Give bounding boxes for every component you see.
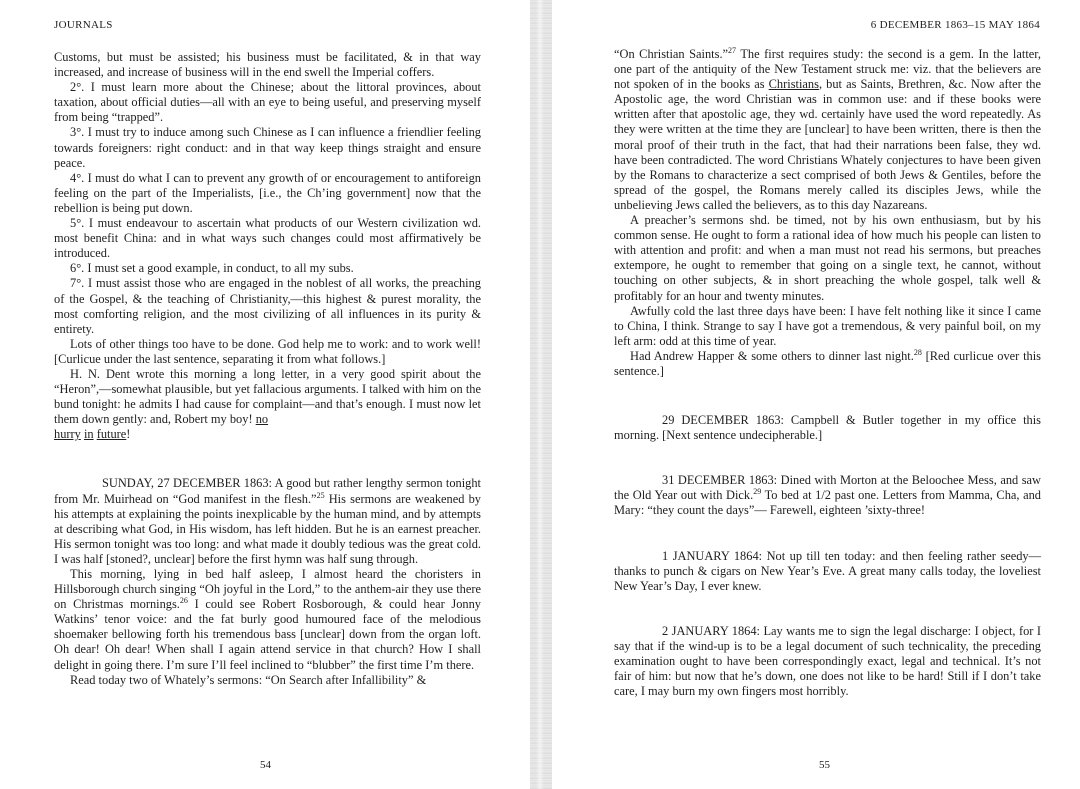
underlined-future: future (96, 427, 127, 442)
entry-separator (614, 443, 1041, 473)
underlined-hurry: hurry (54, 427, 81, 442)
left-page (0, 0, 530, 789)
paragraph-happer (614, 349, 1041, 379)
entry-separator (54, 442, 481, 476)
dec31-rest: To bed at 1/2 past one. Letters from Mamma, Cha, and Mary: “they count the days”— Farewell, eighteen ’sixty-three! (614, 488, 1041, 518)
entry-separator (614, 594, 1041, 624)
paragraph-whately-start: Read today two of Whately’s sermons: “On Search after Infallibility” & (70, 672, 427, 687)
footnote-marker-25: 25 (316, 490, 325, 500)
whately-lead: “On Christian Saints.” (614, 47, 729, 61)
resolution-2: 2°. I must learn more about the Chinese; about the littoral provinces, about taxation, about official duties—all with an eye to being useful, and preserving myself from being “trapped”. (54, 80, 481, 125)
underlined-christians: Christians (768, 77, 819, 92)
underlined-in: in (83, 427, 94, 442)
entry-1-january: 1 JANUARY 1864: Not up till ten today: and then feeling rather seedy—thanks to punch & cigars on New Year’s Eve. A great many calls today, the loveliest New Year’s Day, I ever knew. (614, 548, 1041, 593)
entry-29-december: 29 DECEMBER 1863: Campbell & Butler together in my office this morning. [Next sentence undecipherable.] (614, 413, 1041, 443)
footnote-marker-28: 28 (913, 347, 922, 357)
entry-31-december (614, 473, 1041, 518)
left-page-body (54, 50, 481, 688)
paragraph-christian-saints (614, 47, 1041, 213)
resolution-6: 6°. I must set a good example, in conduct, to all my subs. (70, 261, 354, 276)
entry-2-january: 2 JANUARY 1864: Lay wants me to sign the legal discharge: I object, for I say that if the wind-up is to be a legal document of such technicality, the preceding examination ought to have been correspondingly exact, legal and technical. It’s not fair of him: but now that he’s down, one does not like to be hard! Still if I don’t take care, I may burn my own fingers most horribly. (614, 623, 1041, 699)
happer-lead: Had Andrew Happer & some others to dinner last night. (630, 348, 914, 363)
page-number-left: 54 (260, 759, 271, 771)
running-head-left: JOURNALS (54, 19, 113, 31)
morning-lead: This morning, lying in bed half asleep, I almost heard the choristers in Hillsborough church singing “Oh joyful in the Lord,” to the anthem-air they use there on Christmas mornings. (54, 567, 481, 612)
page-number-right: 55 (819, 759, 830, 771)
paragraph-work: Lots of other things too have to be done. God help me to work: and to work well! [Curlicue under the last sentence, separating it from what follows.] (54, 336, 481, 366)
entry-separator (614, 379, 1041, 413)
dent-text: H. N. Dent wrote this morning a long letter, in a very good spirit about the “Heron”,—somewhat plausible, but yet fallacious arguments. I talked with him on the bund tonight: he admits I had cause for complaint—and that’s enough. I must now let them down gently: and, Robert my boy! (54, 366, 481, 427)
right-page (552, 0, 1080, 789)
happer-rest: [Red curlicue over this sentence.] (614, 348, 1041, 378)
whately-after: , but as Saints, Brethren, &c. Now after the Apostolic age, the word Christian was in common use: and if these books were written after that apostolic age, they wd. certainly have used the word repeatedly. As they were written at the time they are [unclear] to have been written, there is then the moral proof of their truth in the fact, that had their narrations been false, they wd. have been contradicted. The word Christians Whately conjectures to have been given by the Romans to characterize a sect comprised of both Jews & Gentiles, before the spread of the gospel, the Romans merely called its disciples Jews, while the unbelieving Jews called the believers, as to this day Nazareans. (614, 77, 1041, 212)
resolution-4: 4°. I must do what I can to prevent any growth of or encouragement to antiforeign feeling on the part of the Imperialists, [i.e., the Ch’ing government] now that the rebellion is being put down. (54, 170, 481, 215)
resolution-5: 5°. I must endeavour to ascertain what products of our Western civilization wd. most benefit China: and in what ways such changes could most affirmatively be introduced. (54, 216, 481, 261)
resolution-3: 3°. I must try to induce among such Chinese as I can influence a friendlier feeling towards foreigners: right conduct: and in that way keep things straight and ensure peace. (54, 125, 481, 170)
dec31-lead: 31 DECEMBER 1863: Dined with Morton at the Beloochee Mess, and saw the Old Year out with Dick. (614, 473, 1041, 503)
paragraph-customs: Customs, but must be assisted; his business must be facilitated, & in that way increased, and increase of business will in the end swell the Imperial coffers. (54, 50, 481, 80)
paragraph-morning (54, 567, 481, 673)
right-page-body (614, 47, 1041, 699)
footnote-marker-27: 27 (728, 45, 737, 55)
whately-before: The first requires study: the second is a gem. In the latter, one part of the antiquity of the New Testament struck me: viz. that the believers are not spoken of in the books as (614, 47, 1041, 92)
resolution-7: 7°. I must assist those who are engaged in the noblest of all works, the preaching of the Gospel, & the teaching of Christianity,—this highest & purest morality, the most comforting religion, and the most civilizing of all influences in its purity & entirety. (54, 276, 481, 336)
paragraph-preacher: A preacher’s sermons shd. be timed, not by his own enthusiasm, but by his common sense. He ought to form a rational idea of how much his people can listen to with attention and profit: and when a man must not read his sermons, but preaches extempore, he ought to remember that going on a single text, he cannot, without touching on other subjects, & in short preaching the whole gospel, talk well & profitably for an hour and twenty minutes. (614, 213, 1041, 303)
entry-27-december (54, 476, 481, 567)
footnote-marker-26: 26 (179, 596, 188, 606)
entry-separator (614, 519, 1041, 549)
book-gutter (530, 0, 552, 789)
paragraph-cold: Awfully cold the last three days have been: I have felt nothing like it since I came to China, I think. Strange to say I have got a tremendous, & very painful boil, on my left arm: odd at this time of year. (614, 303, 1041, 348)
running-head-right: 6 DECEMBER 1863–15 MAY 1864 (870, 19, 1040, 31)
sunday-lead: SUNDAY, 27 DECEMBER 1863: A good but rather lengthy sermon tonight from Mr. Muirhead on “God manifest in the flesh.” (54, 476, 481, 506)
sunday-rest: His sermons are weakened by his attempts at explaining the points inexplicable by the human mind, and by attempts at describing what God, in His wisdom, has left hidden. But he is an earnest preacher. His sermon tonight was too long: and what made it doubly tedious was the great cold. I was half [stoned?, unclear] before the first hymn was half sung through. (54, 491, 481, 566)
dent-end: ! (126, 427, 131, 442)
paragraph-dent (54, 367, 481, 442)
footnote-marker-29: 29 (753, 487, 762, 497)
underlined-no: no (255, 412, 269, 427)
morning-rest: I could see Robert Rosborough, & could hear Jonny Watkins’ tenor voice: and the fat burly good humoured face of the melodious shoemaker bellowing forth his tremendous bass [unclear] down from the organ loft. Oh dear! Oh dear! When shall I again attend service in that church? How I shall delight in going there. I’m sure I’ll feel inclined to “blubber” the first time I’m there. (54, 597, 481, 672)
